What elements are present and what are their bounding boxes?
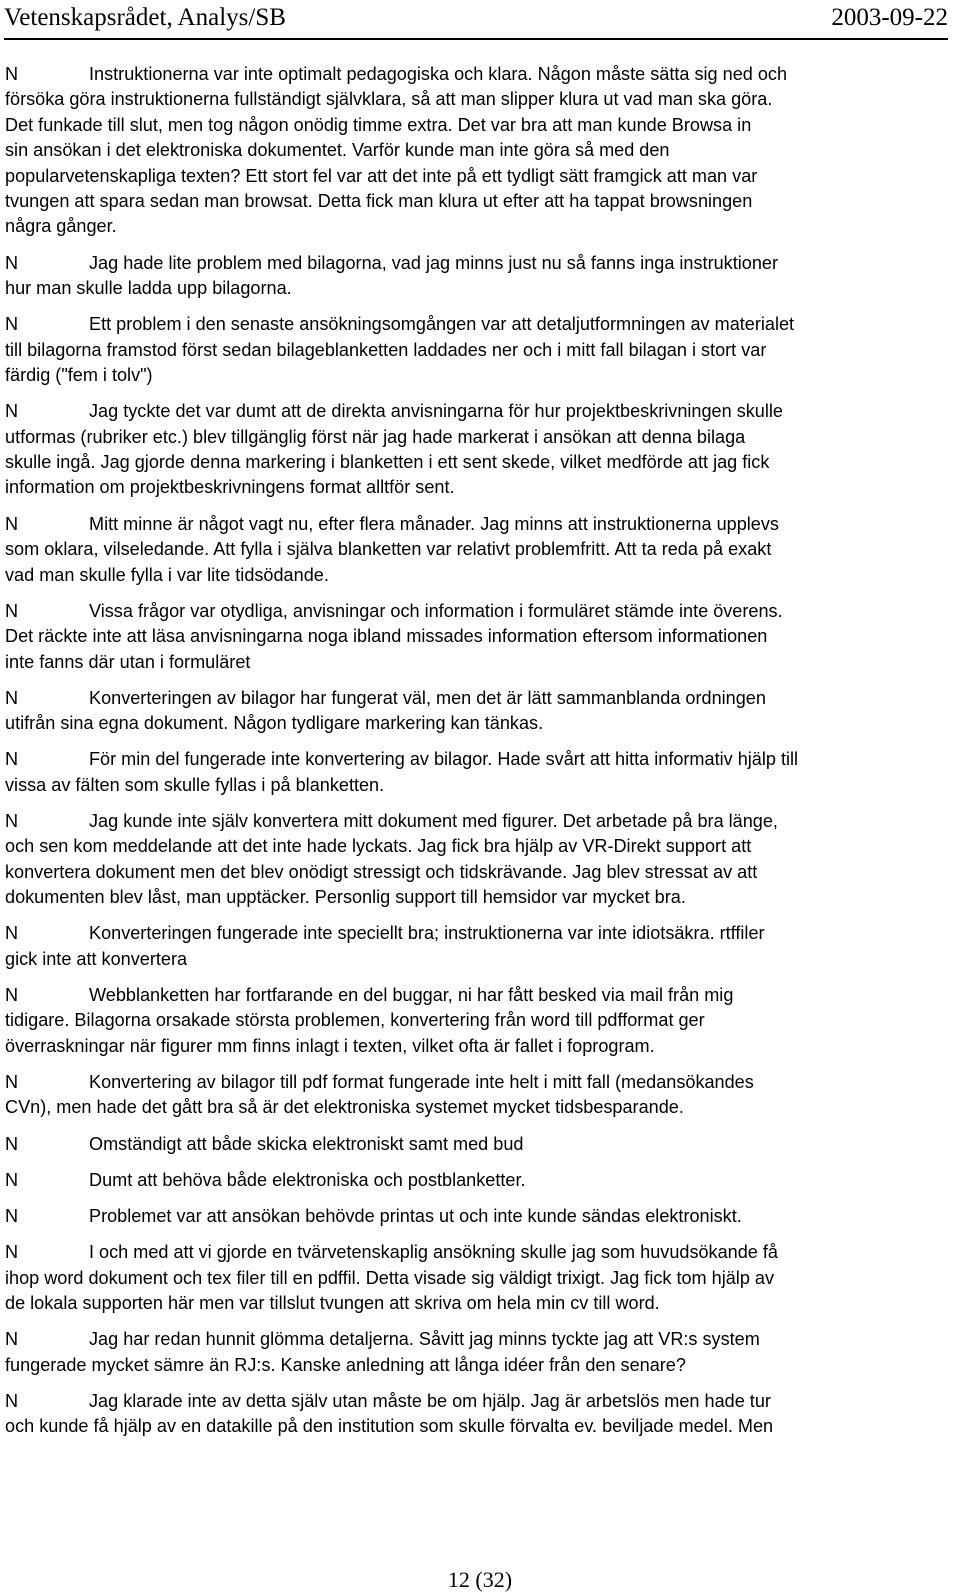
list-item xyxy=(5,809,948,911)
item-marker: N xyxy=(5,252,19,273)
list-item xyxy=(5,312,948,388)
item-marker: N xyxy=(5,1206,19,1226)
item-text: Vissa frågor var otydliga, anvisningar och information i formuläret stämde inte överens. Det räckte inte att läsa anvisningarna noga ibland missades information eftersom informationen inte fanns där utan i formuläret xyxy=(5,600,783,672)
item-text: För min del fungerade inte konvertering av bilagor. Hade svårt att hitta informativ hjälp till vissa av fälten som skulle fyllas i på blanketten. xyxy=(5,749,799,795)
item-text: Ett problem i den senaste ansökningsomgången var att detaljutformningen av materialet till bilagorna framstod först sedan bilageblanketten laddades ner och i mitt fall bilagan i stort var färdig ("fem i tolv") xyxy=(5,314,795,386)
list-item xyxy=(5,1240,948,1316)
item-marker: N xyxy=(5,1329,19,1350)
page-number: 12 (32) xyxy=(447,1567,513,1592)
page-header xyxy=(4,2,948,40)
list-item xyxy=(5,599,948,675)
list-item xyxy=(5,747,948,798)
list-item xyxy=(5,1070,948,1121)
list-item xyxy=(5,62,948,240)
item-text: Dumt att behöva både elektroniska och postblanketter. xyxy=(89,1169,526,1190)
list-item xyxy=(5,1132,948,1157)
list-item xyxy=(5,1389,948,1440)
item-text: Problemet var att ansökan behövde printas ut och inte kunde sändas elektroniskt. xyxy=(89,1206,742,1226)
item-marker: N xyxy=(5,1133,19,1154)
item-text: Jag tyckte det var dumt att de direkta anvisningarna för hur projektbeskrivningen skulle utformas (rubriker etc.) blev tillgänglig först när jag hade markerat i ansökan att denna bilaga skulle ingå. Jag gjorde denna markering i blanketten i ett sent skede, vilket medförde att jag fick information om projektbeskrivningens format alltför sent. xyxy=(5,401,783,498)
item-text: I och med att vi gjorde en tvärvetenskaplig ansökning skulle jag som huvudsökande få ihop word dokument och tex filer till en pdffil. Detta visade sig väldigt trixigt. Jag fick tom hjälp av de lokala supporten här men var tillslut tvungen att skriva om hela min cv till word. xyxy=(5,1242,778,1314)
item-marker: N xyxy=(5,984,19,1005)
item-text: Omständigt att både skicka elektroniskt samt med bud xyxy=(89,1133,524,1154)
item-text: Jag klarade inte av detta själv utan måste be om hjälp. Jag är arbetslös men hade tur och kunde få hjälp av en datakille på den institution som skulle förvalta ev. beviljade medel. Men xyxy=(5,1390,774,1437)
item-text: Jag kunde inte själv konvertera mitt dokument med figurer. Det arbetade på bra länge, och sen kom meddelande att det inte hade lyckats. Jag fick bra hjälp av VR-Direkt support att konvertera dokument men det blev onödigt stressigt och tidskrävande. Jag blev stressat av att dokumenten blev låst, man upptäcker. Personlig support till hemsidor var mycket bra. xyxy=(5,810,778,908)
list-item xyxy=(5,251,948,302)
item-text: Instruktionerna var inte optimalt pedagogiska och klara. Någon måste sätta sig ned och försöka göra instruktionerna fullständigt självklara, så att man slipper klura ut vad man ska göra. Det funkade till slut, men tog någon onödig timme extra. Det var bra att man kunde Browsa in sin ansökan i det elektroniska dokumentet. Varför kunde man inte göra så med den popularvetenskapliga texten? Ett stort fel var att det inte på ett tydligt sätt framgick att man var tvungen att spara sedan man browsat. Detta fick man klura ut efter att ha tappat browsningen några gånger. xyxy=(5,64,788,237)
list-item xyxy=(5,1327,948,1378)
list-item xyxy=(5,921,948,972)
item-text: Jag hade lite problem med bilagorna, vad jag minns just nu så fanns inga instruktioner hur man skulle ladda upp bilagorna. xyxy=(5,252,778,299)
item-marker: N xyxy=(5,749,19,770)
item-marker: N xyxy=(5,1390,19,1411)
item-marker: N xyxy=(5,513,19,534)
item-marker: N xyxy=(5,1169,19,1190)
list-item xyxy=(5,1168,948,1193)
item-marker: N xyxy=(5,314,19,335)
item-marker: N xyxy=(5,64,19,84)
item-text: Mitt minne är något vagt nu, efter flera månader. Jag minns att instruktionerna upplevs som oklara, vilseledande. Att fylla i själva blanketten var relativt problemfritt. Att ta reda på exakt vad man skulle fylla i var lite tidsödande. xyxy=(5,513,779,585)
item-text: Webblanketten har fortfarande en del buggar, ni har fått besked via mail från mig tidigare. Bilagorna orsakade största problemen, konvertering från word till pdfformat ger överraskningar när figurer mm finns inlagt i texten, vilket ofta är fallet i foprogram. xyxy=(5,984,734,1056)
list-item xyxy=(5,1204,948,1229)
header-organization: Vetenskapsrådet, Analys/SB xyxy=(4,4,286,31)
item-marker: N xyxy=(5,1071,19,1092)
item-marker: N xyxy=(5,401,19,422)
item-marker: N xyxy=(5,1242,19,1263)
list-item xyxy=(5,686,948,737)
list-item xyxy=(5,512,948,588)
list-item xyxy=(5,399,948,501)
item-text: Konvertering av bilagor till pdf format fungerade inte helt i mitt fall (medansökandes CVn), men hade det gått bra så är det elektroniska systemet mycket tidsbesparande. xyxy=(5,1071,754,1118)
header-date: 2003-09-22 xyxy=(831,4,948,31)
item-marker: N xyxy=(5,810,19,831)
item-text: Jag har redan hunnit glömma detaljerna. Såvitt jag minns tyckte jag att VR:s system fungerade mycket sämre än RJ:s. Kanske anledning att långa idéer från den senare? xyxy=(5,1329,760,1375)
item-marker: N xyxy=(5,923,19,944)
item-marker: N xyxy=(5,687,19,708)
document-body xyxy=(5,62,948,1450)
item-text: Konverteringen av bilagor har fungerat väl, men det är lätt sammanblanda ordningen utifrån sina egna dokument. Någon tydligare markering kan tänkas. xyxy=(5,687,766,734)
list-item xyxy=(5,983,948,1059)
item-marker: N xyxy=(5,600,19,621)
item-text: Konverteringen fungerade inte speciellt bra; instruktionerna var inte idiotsäkra. rtffiler gick inte att konvertera xyxy=(5,923,765,969)
